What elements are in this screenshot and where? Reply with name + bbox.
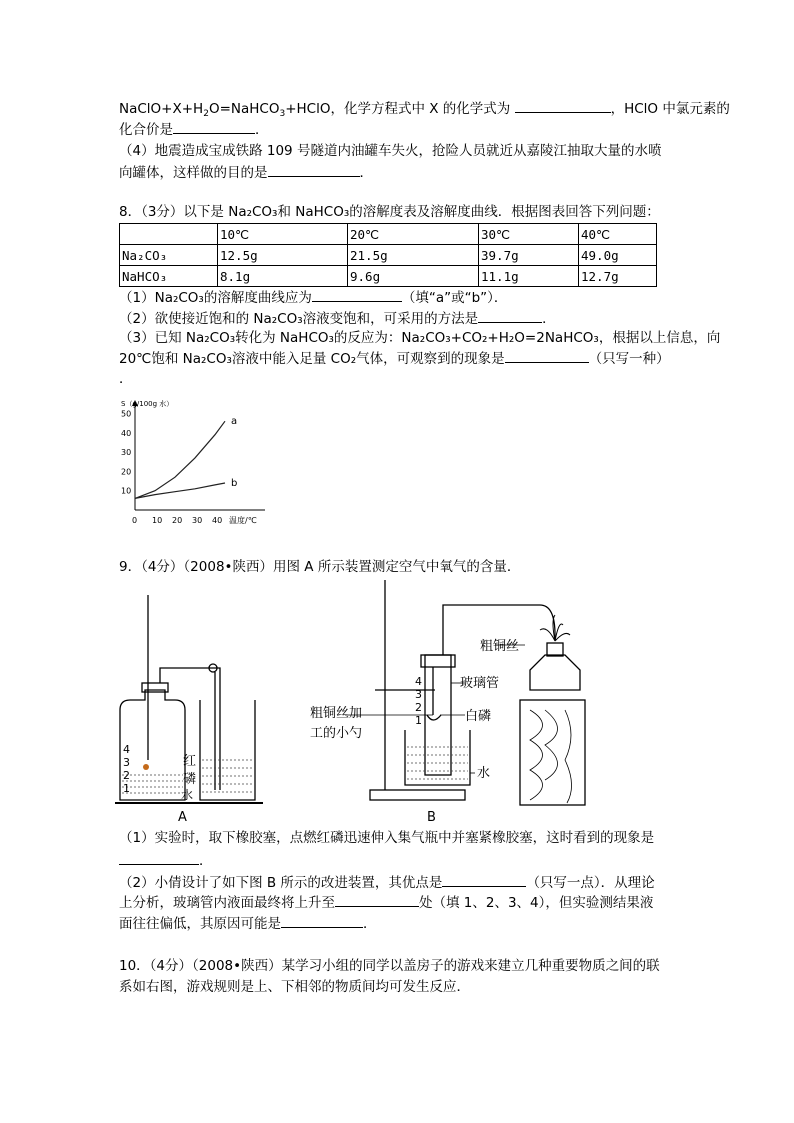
solubility-table [119, 223, 657, 287]
q7-line2: 化合价是 ． [119, 119, 269, 140]
q7-line1: $NaClO+X+H_2O=NaHCO_3+HClO$，化学方程式中 X 的化学式为 ，HClO 中氯元素的 [119, 98, 730, 119]
svg-text:3: 3 [123, 756, 130, 769]
answer-blank[interactable] [312, 287, 402, 302]
q10-line1: 10．（4分）（2008•陕西）某学习小组的同学以盖房子的游戏来建立几种重要物质之间的联 [119, 958, 660, 974]
solubility-chart [115, 395, 275, 530]
series-line-a [135, 421, 225, 498]
table-cell: 39.7g [479, 245, 579, 266]
q8-text: （1）Na₂CO₃的溶解度曲线应为 [119, 290, 312, 306]
svg-text:1: 1 [123, 782, 130, 795]
q7-text: O=NaHCO [208, 101, 280, 117]
spoon-label-2: 工的小勺 [310, 726, 363, 741]
svg-text:4: 4 [415, 675, 422, 688]
q7-text: 向罐体，这样做的目的是 [119, 165, 268, 181]
q8-sub2 [119, 308, 556, 329]
q9-sub1a: （1）实验时，取下橡胶塞，点燃红磷迅速伸入集气瓶中并塞紧橡胶塞，这时看到的现象是 [119, 830, 655, 846]
table-cell: 12.5g [218, 245, 348, 266]
table-row [120, 266, 657, 287]
table-cell: 12.7g [579, 266, 657, 287]
x-tick-label: 40 [212, 516, 223, 525]
q9-sub2b [119, 892, 653, 913]
q8-sub3c: ． [119, 371, 133, 387]
wood-grain [530, 710, 572, 803]
answer-blank[interactable] [173, 119, 255, 134]
svg-text:4: 4 [123, 743, 130, 756]
answer-blank[interactable] [515, 98, 611, 113]
svg-text:1: 1 [415, 714, 422, 727]
q9-sub2c [119, 913, 377, 934]
answer-blank[interactable] [268, 162, 360, 177]
q9-text: ． [199, 853, 213, 869]
table-cell: Na₂CO₃ [120, 245, 218, 266]
q9-text: ． [363, 916, 377, 932]
answer-blank[interactable] [505, 348, 589, 363]
svg-text:3: 3 [415, 688, 422, 701]
table-cell: 30℃ [479, 224, 579, 245]
answer-blank[interactable] [335, 892, 419, 907]
figure-b-marks [415, 675, 422, 727]
x-axis-label: 温度/℃ [229, 516, 257, 525]
q8-text: ． [542, 311, 556, 327]
q8-text: （只写一种） [588, 351, 670, 367]
q7-line3: （4）地震造成宝成铁路 109 号隧道内油罐车失火，抢险人员就近从嘉陵江抽取大量的水喷 [119, 143, 662, 159]
q7-text: 化合价是 [119, 122, 173, 138]
q8-stem: 8．（3分）以下是 Na₂CO₃和 NaHCO₃的溶解度表及溶解度曲线．根据图表回答下列问题： [119, 204, 660, 220]
q8-text: （填“a”或“b”）． [401, 290, 508, 306]
table-cell [120, 224, 218, 245]
q9-text: （2）小倩设计了如下图 B 所示的改进装置，其优点是 [119, 875, 443, 891]
water-b-label: 水 [477, 766, 491, 781]
series-line-b [135, 483, 225, 498]
answer-blank[interactable] [478, 308, 542, 323]
table-row [120, 245, 657, 266]
q9-sub2a [119, 872, 655, 893]
table-cell: NaHCO₃ [120, 266, 218, 287]
table-cell: 40℃ [579, 224, 657, 245]
figure-a-label: A [178, 810, 187, 825]
q8-sub1 [119, 287, 507, 308]
q8-text: （2）欲使接近饱和的 Na₂CO₃溶液变饱和，可采用的方法是 [119, 311, 479, 327]
table-cell: 21.5g [348, 245, 479, 266]
q8-sub3b [119, 348, 670, 369]
q9-text: （只写一点）．从理论 [526, 875, 655, 891]
water-level-b [407, 747, 468, 779]
q10-line2: 系如右图，游戏规则是上、下相邻的物质间均可发生反应． [119, 979, 470, 995]
q9-sub1b [119, 850, 213, 871]
table-cell: 9.6g [348, 266, 479, 287]
glass-tube-label: 玻璃管 [460, 676, 500, 691]
table-cell: 11.1g [479, 266, 579, 287]
red-p-label-2: 磷 [183, 772, 197, 787]
answer-blank[interactable] [281, 913, 363, 928]
y-tick-label: 50 [121, 409, 132, 419]
red-p-label-1: 红 [183, 754, 197, 769]
answer-blank[interactable] [119, 850, 199, 865]
svg-text:2: 2 [415, 701, 422, 714]
q9-text: 上分析，玻璃管内液面最终将上升至 [119, 895, 335, 911]
white-p-label: 白磷 [465, 709, 492, 724]
q7-text: ，HClO 中氯元素的 [610, 101, 730, 117]
y-axis-label: S（g/100g 水） [121, 400, 174, 408]
x-tick-label: 20 [172, 516, 183, 525]
apparatus-figure [115, 575, 685, 825]
spoon-label-1: 粗铜丝加 [310, 706, 363, 721]
x-tick-label: 30 [192, 516, 203, 525]
answer-blank[interactable] [442, 872, 526, 887]
figure-a-marks [123, 743, 130, 795]
copper-wire-label: 粗铜丝 [480, 639, 520, 654]
table-cell: 20℃ [348, 224, 479, 245]
series-label-b: b [231, 477, 238, 489]
table-cell: 8.1g [218, 266, 348, 287]
y-tick-label: 40 [121, 428, 132, 438]
q9-stem: 9．（4分）（2008•陕西）用图 A 所示装置测定空气中氧气的含量． [119, 559, 521, 575]
q9-text: 处（填 1、2、3、4），但实验测结果液 [419, 895, 654, 911]
q9-text: 面往往偏低，其原因可能是 [119, 916, 281, 932]
series-label-a: a [231, 416, 238, 428]
figure-b-label: B [427, 810, 436, 825]
q8-text: 20℃饱和 Na₂CO₃溶液中能入足量 CO₂气体，可观察到的现象是 [119, 351, 505, 367]
table-header-row [120, 224, 657, 245]
q7-text: NaClO+X+H [119, 101, 204, 117]
svg-text:2: 2 [123, 769, 130, 782]
red-phosphorus [143, 764, 149, 770]
table-cell: 10℃ [218, 224, 348, 245]
q7-text: +HClO，化学方程式中 X 的化学式为 [285, 101, 511, 117]
y-tick-label: 20 [121, 467, 132, 477]
y-tick-label: 30 [121, 448, 132, 458]
y-tick-label: 10 [121, 486, 132, 496]
q7-line4: 向罐体，这样做的目的是 ． [119, 162, 373, 183]
table-cell: 49.0g [579, 245, 657, 266]
water-a-label: 水 [181, 788, 194, 802]
q8-sub3a: （3）已知 Na₂CO₃转化为 NaHCO₃的反应为：Na₂CO₃+CO₂+H₂O=2NaHCO₃，根据以上信息，向 [119, 330, 721, 346]
x-tick-label: 0 [132, 516, 138, 525]
x-tick-label: 10 [152, 516, 163, 525]
